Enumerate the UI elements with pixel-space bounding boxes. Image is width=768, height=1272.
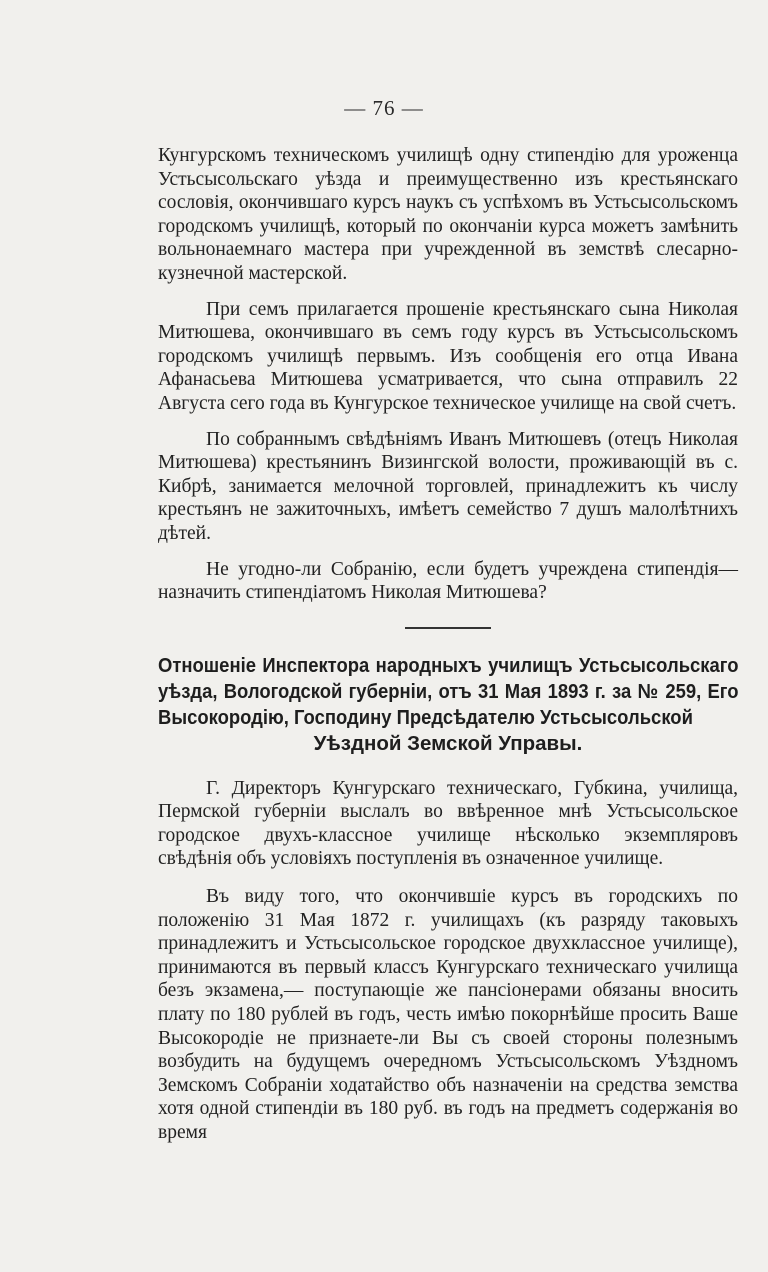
paragraph-1: Кунгурскомъ техническомъ училищѣ одну стипендію для уроженца Устьсысольскаго уѣзда и преимущественно изъ крестьянскаго сословія, окончившаго курсъ наукъ съ успѣхомъ въ Устьсысольскомъ городскомъ училищѣ, который по окончаніи курса можетъ замѣнить вольнонаемнаго мастера при учрежденной въ земствѣ слесарно-кузнечной мастерской. [158, 145, 738, 284]
section-heading: Отношеніе Инспектора народныхъ училищъ Устьсысольскаго уѣзда, Вологодской губерніи, отъ 31 Мая 1893 г. за № 259, Его Высокородію, Господину Предсѣдателю Устьсысольской [158, 653, 739, 729]
paragraph-4: Не угодно-ли Собранію, если будетъ учреждена стипендія—назначить стипендіатомъ Николая Митюшева? [158, 558, 738, 604]
section-divider [405, 627, 491, 629]
page-body [158, 144, 738, 1145]
paragraph-6: Въ виду того, что окончившіе курсъ въ городскихъ по положенію 31 Мая 1872 г. училищахъ (къ разряду таковыхъ принадлежитъ и Устьсысольское городское двухклассное училище), принимаются въ первый классъ Кунгурскаго техническаго училища безъ экзамена,— поступающіе же пансіонерами обязаны вносить плату по 180 рублей въ годъ, честь имѣю покорнѣйше просить Ваше Высокородіе не признаете-ли Вы съ своей стороны полезнымъ возбудить на будущемъ очередномъ Устьсысольскомъ Уѣздномъ Земскомъ Собраніи ходатайство объ назначеніи на средства земства хотя одной стипендіи въ 180 руб. въ годъ на предметъ содержанія во время [158, 886, 738, 1143]
paragraph-5: Г. Директоръ Кунгурскаго техническаго, Губкина, училища, Пермской губерніи выслалъ во ввѣренное мнѣ Устьсысольское городское двухъ-классное училище нѣсколько экземпляровъ свѣдѣнія объ условіяхъ поступленія въ означенное училище. [158, 777, 738, 870]
section-heading-last-line: Уѣздной Земской Управы. [313, 731, 583, 755]
paragraph-2: При семъ прилагается прошеніе крестьянскаго сына Николая Митюшева, окончившаго въ семъ году курсъ въ Устьсысольскомъ городскомъ училищѣ первымъ. Изъ сообщенія его отца Ивана Афанасьева Митюшева усматривается, что сына отправилъ 22 Августа сего года въ Кунгурское техническое училище на свой счетъ. [158, 298, 738, 414]
paragraph-3: По собраннымъ свѣдѣніямъ Иванъ Митюшевъ (отецъ Николая Митюшева) крестьянинъ Визингской волости, проживающій въ с. Кибрѣ, занимается мелочной торговлей, принадлежитъ къ числу крестьянъ не зажиточныхъ, имѣетъ семейство 7 душъ малолѣтнихъ дѣтей. [158, 428, 738, 544]
page-number: — 76 — [344, 96, 424, 120]
